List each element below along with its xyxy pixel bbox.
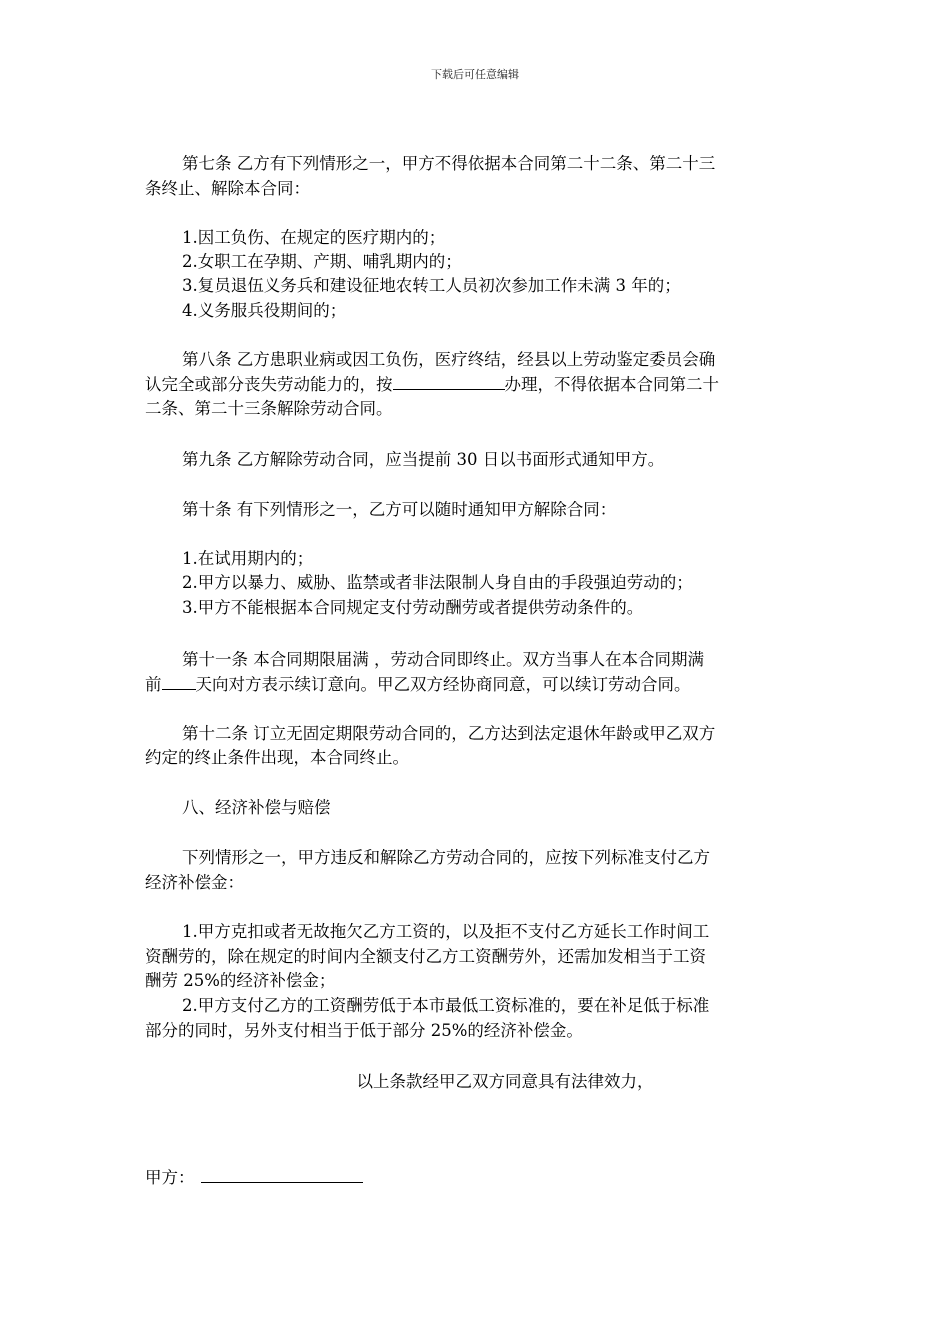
art8-line3: 二条、第二十三条解除劳动合同。 (145, 399, 393, 418)
art12-line2: 约定的终止条件出现，本合同终止。 (145, 748, 409, 767)
art8-line2-pre: 认完全或部分丧失劳动能力的，按 (145, 375, 393, 394)
art7-item-3: 3.复员退伍义务兵和建设征地农转工人员初次参加工作未满 3 年的； (182, 276, 681, 295)
art11-line2 (145, 673, 691, 697)
art11-line2-post: 天向对方表示续订意向。甲乙双方经协商同意，可以续订劳动合同。 (195, 675, 691, 694)
comp-item1-line3: 酬劳 25%的经济补偿金； (145, 971, 336, 990)
party-a-label: 甲方： (145, 1168, 195, 1187)
art12-line1: 第十二条 订立无固定期限劳动合同的，乙方达到法定退休年龄或甲乙双方 (182, 724, 716, 743)
art7-item-4: 4.义务服兵役期间的； (182, 301, 347, 320)
art8-line2 (145, 373, 719, 397)
blank-method-field (393, 375, 505, 390)
art10-item-3: 3.甲方不能根据本合同规定支付劳动酬劳或者提供劳动条件的。 (182, 598, 644, 617)
closing-statement: 以上条款经甲乙双方同意具有法律效力， (356, 1072, 654, 1091)
art7-line2: 条终止、解除本合同： (145, 179, 310, 198)
comp-item2-line2: 部分的同时，另外支付相当于低于部分 25%的经济补偿金。 (145, 1021, 583, 1040)
party-a-signature-field (201, 1168, 363, 1183)
download-note: 下载后可任意编辑 (431, 68, 519, 81)
comp-intro-line2: 经济补偿金： (145, 873, 244, 892)
comp-item1-line1: 1.甲方克扣或者无故拖欠乙方工资的，以及拒不支付乙方延长工作时间工 (182, 922, 710, 941)
comp-intro-line1: 下列情形之一，甲方违反和解除乙方劳动合同的，应按下列标准支付乙方 (182, 848, 710, 867)
section8-title: 八、经济补偿与赔偿 (182, 798, 331, 817)
art8-line2-post: 办理，不得依据本合同第二十 (504, 375, 719, 394)
art10-item-1: 1.在试用期内的； (182, 549, 314, 568)
art8-line1: 第八条 乙方患职业病或因工负伤，医疗终结，经县以上劳动鉴定委员会确 (182, 350, 716, 369)
comp-item2-line1: 2.甲方支付乙方的工资酬劳低于本市最低工资标准的，要在补足低于标准 (182, 996, 710, 1015)
art11-line2-pre: 前 (145, 675, 162, 694)
art10-item-2: 2.甲方以暴力、威胁、监禁或者非法限制人身自由的手段强迫劳动的； (182, 573, 693, 592)
art9-line1: 第九条 乙方解除劳动合同，应当提前 30 日以书面形式通知甲方。 (182, 450, 665, 469)
blank-days-field (162, 675, 196, 690)
art11-line1: 第十一条 本合同期限届满 ，劳动合同即终止。双方当事人在本合同期满 (182, 650, 704, 669)
party-a-signature (145, 1166, 363, 1190)
art7-item-1: 1.因工负伤、在规定的医疗期内的； (182, 228, 446, 247)
art7-line1: 第七条 乙方有下列情形之一，甲方不得依据本合同第二十二条、第二十三 (182, 154, 716, 173)
comp-item1-line2: 资酬劳的，除在规定的时间内全额支付乙方工资酬劳外，还需加发相当于工资 (145, 947, 706, 966)
art7-item-2: 2.女职工在孕期、产期、哺乳期内的； (182, 252, 462, 271)
art10-line1: 第十条 有下列情形之一，乙方可以随时通知甲方解除合同： (182, 500, 617, 519)
